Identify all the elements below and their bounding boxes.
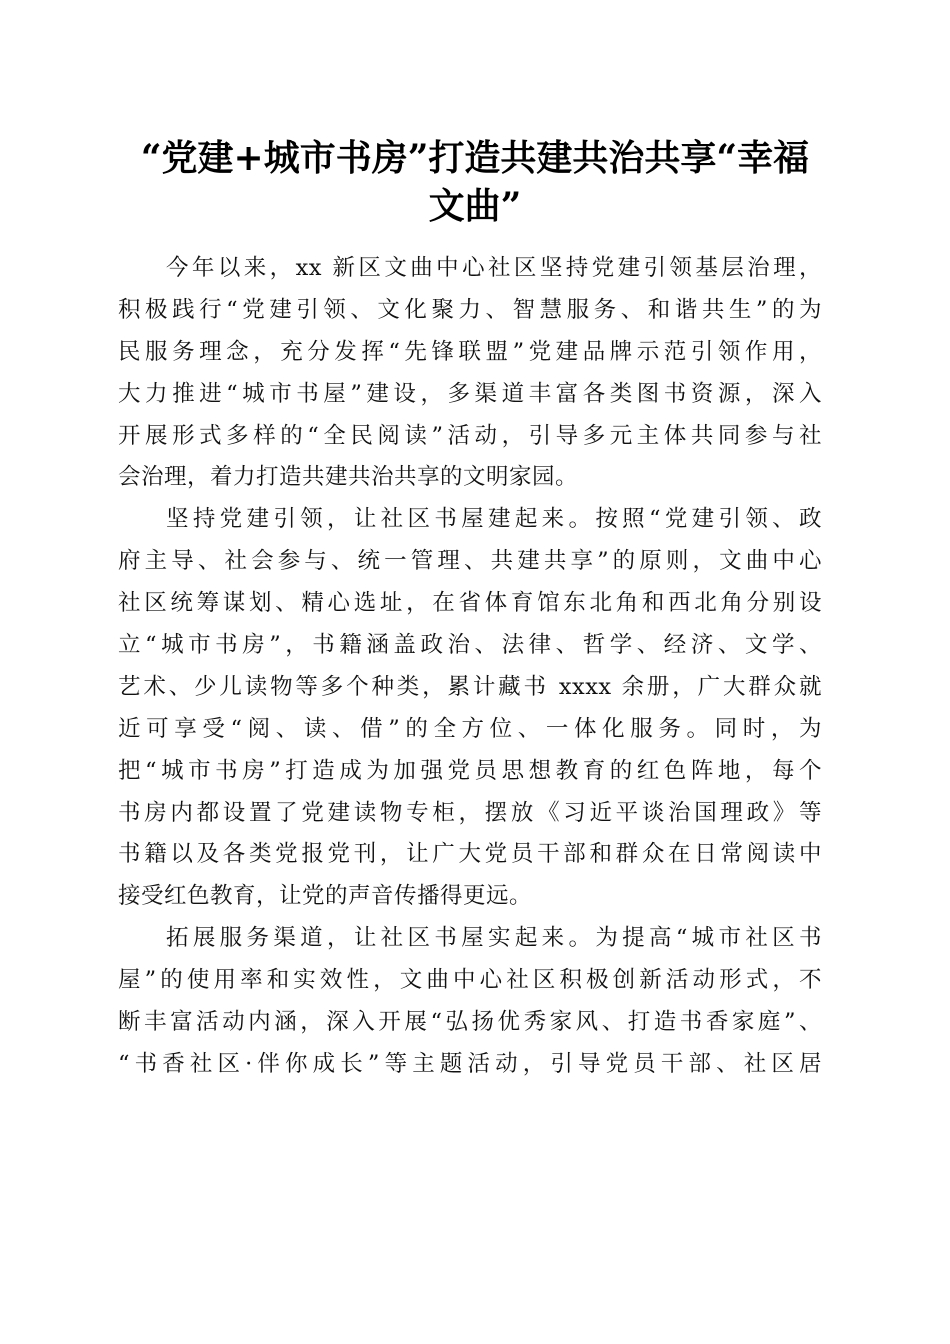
text-line: 艺术、少儿读物等多个种类，累计藏书 xxxx 余册，广大群众就 xyxy=(118,673,822,700)
text-line: 坚持党建引领，让社区书屋建起来。按照“党建引领、政 xyxy=(166,506,822,533)
text-line: 近可享受“阅、读、借”的全方位、一体化服务。同时，为 xyxy=(118,715,822,742)
text-line: 府主导、社会参与、统一管理、共建共享”的原则，文曲中心 xyxy=(118,548,822,575)
text-line: 大力推进“城市书屋”建设，多渠道丰富各类图书资源，深入 xyxy=(118,380,822,407)
text-line: 书房内都设置了党建读物专柜，摆放《习近平谈治国理政》等 xyxy=(118,799,822,826)
text-line: 屋”的使用率和实效性，文曲中心社区积极创新活动形式，不 xyxy=(118,967,822,994)
paragraph xyxy=(118,499,822,918)
paragraph xyxy=(118,248,822,499)
text-line: 会治理，着力打造共建共治共享的文明家园。 xyxy=(118,464,579,491)
document-title xyxy=(118,134,832,230)
text-line: 立“城市书房”，书籍涵盖政治、法律、哲学、经济、文学、 xyxy=(118,632,822,659)
text-line: 积极践行“党建引领、文化聚力、智慧服务、和谐共生”的为 xyxy=(118,296,822,323)
text-line: 社区统筹谋划、精心选址，在省体育馆东北角和西北角分别设 xyxy=(118,590,822,617)
text-line: 民服务理念，充分发挥“先锋联盟”党建品牌示范引领作用， xyxy=(118,338,822,365)
text-line: “书香社区·伴你成长”等主题活动，引导党员干部、社区居 xyxy=(118,1050,822,1077)
title-line: 文曲” xyxy=(428,185,522,227)
text-line: 接受红色教育，让党的声音传播得更远。 xyxy=(118,883,533,910)
document-body xyxy=(118,248,822,1086)
text-line: 拓展服务渠道，让社区书屋实起来。为提高“城市社区书 xyxy=(166,925,822,952)
text-line: 开展形式多样的“全民阅读”活动，引导多元主体共同参与社 xyxy=(118,422,822,449)
text-line: 书籍以及各类党报党刊，让广大党员干部和群众在日常阅读中 xyxy=(118,841,822,868)
paragraph xyxy=(118,918,822,1086)
text-line: 断丰富活动内涵，深入开展“弘扬优秀家风、打造书香家庭”、 xyxy=(118,1009,822,1036)
text-line: 今年以来，xx 新区文曲中心社区坚持党建引领基层治理， xyxy=(166,255,822,281)
text-line: 把“城市书房”打造成为加强党员思想教育的红色阵地，每个 xyxy=(118,757,822,784)
title-line: “党建+城市书房”打造共建共治共享“幸福 xyxy=(140,137,810,179)
